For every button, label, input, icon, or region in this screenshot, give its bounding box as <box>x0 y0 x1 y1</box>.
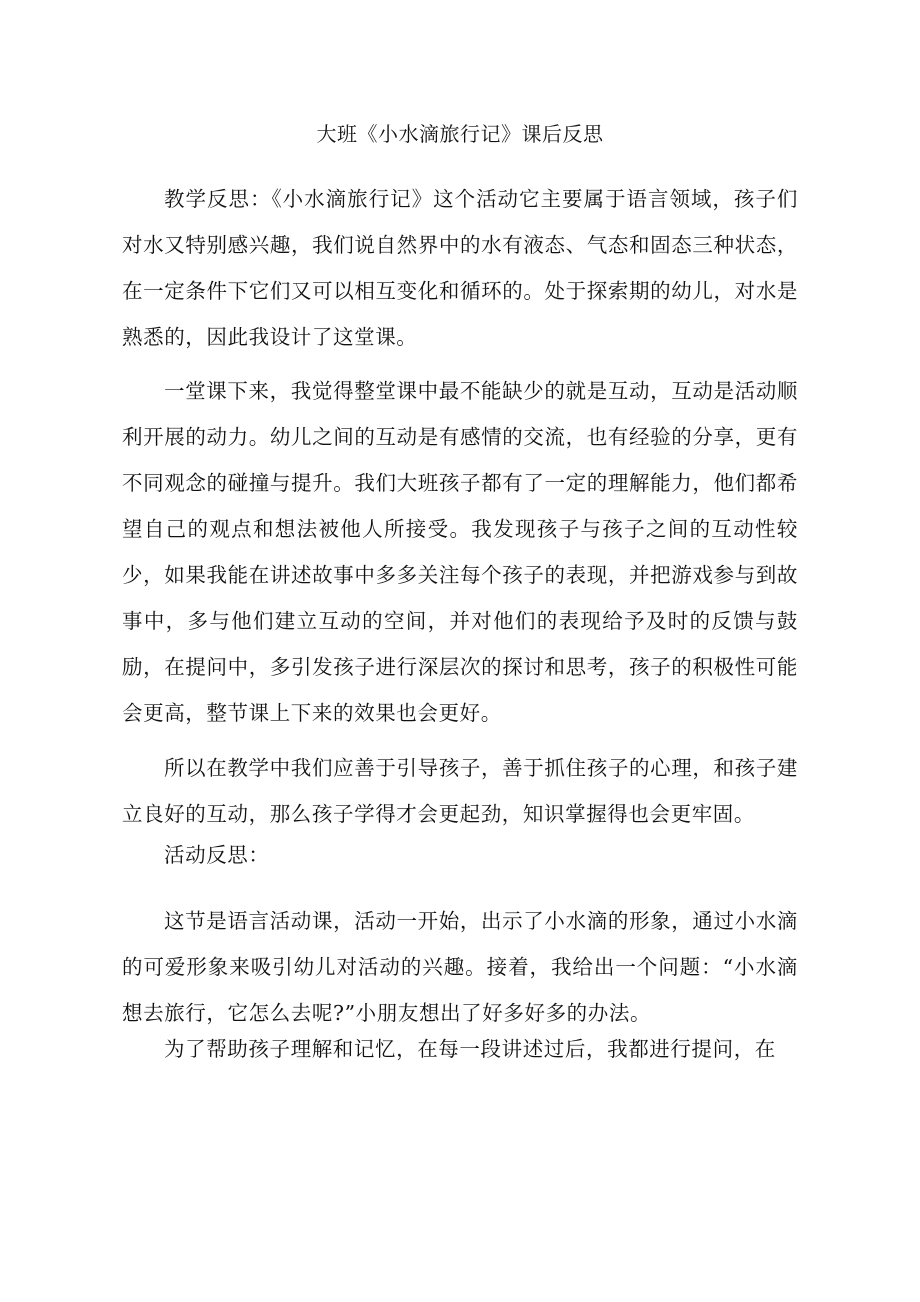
paragraph-activity-heading: 活动反思： <box>164 843 270 867</box>
paragraph-activity-intro: 这节是语言活动课，活动一开始，出示了小水滴的形象，通过小水滴的可爱形象来吸引幼儿对活动的兴趣。接着，我给出一个问题：“小水滴想去旅行，它怎么去呢?”小朋友想出了好多好多的办法。 <box>122 909 798 1025</box>
paragraph-interaction: 一堂课下来，我觉得整堂课中最不能缺少的就是互动，互动是活动顺利开展的动力。幼儿之间的互动是有感情的交流，也有经验的分享，更有不同观念的碰撞与提升。我们大班孩子都有了一定的理解能力，他们都希望自己的观点和想法被他人所接受。我发现孩子与孩子之间的互动性较少，如果我能在讲述故事中多多关注每个孩子的表现，并把游戏参与到故事中，多与他们建立互动的空间，并对他们的表现给予及时的反馈与鼓励，在提问中，多引发孩子进行深层次的探讨和思考，孩子的积极性可能会更高，整节课上下来的效果也会更好。 <box>122 379 798 725</box>
paragraph-conclusion: 所以在教学中我们应善于引导孩子，善于抓住孩子的心理，和孩子建立良好的互动，那么孩子学得才会更起劲，知识掌握得也会更牢固。 <box>122 756 798 826</box>
document-title: 大班《小水滴旅行记》课后反思 <box>316 122 604 146</box>
paragraph-questioning: 为了帮助孩子理解和记忆，在每一段讲述过后，我都进行提问，在 <box>164 1037 776 1061</box>
paragraph-teaching-reflection: 教学反思：《小水滴旅行记》这个活动它主要属于语言领域，孩子们对水又特别感兴趣，我们说自然界中的水有液态、气态和固态三种状态，在一定条件下它们又可以相互变化和循环的。处于探索期的幼儿，对水是熟悉的，因此我设计了这堂课。 <box>122 187 798 349</box>
